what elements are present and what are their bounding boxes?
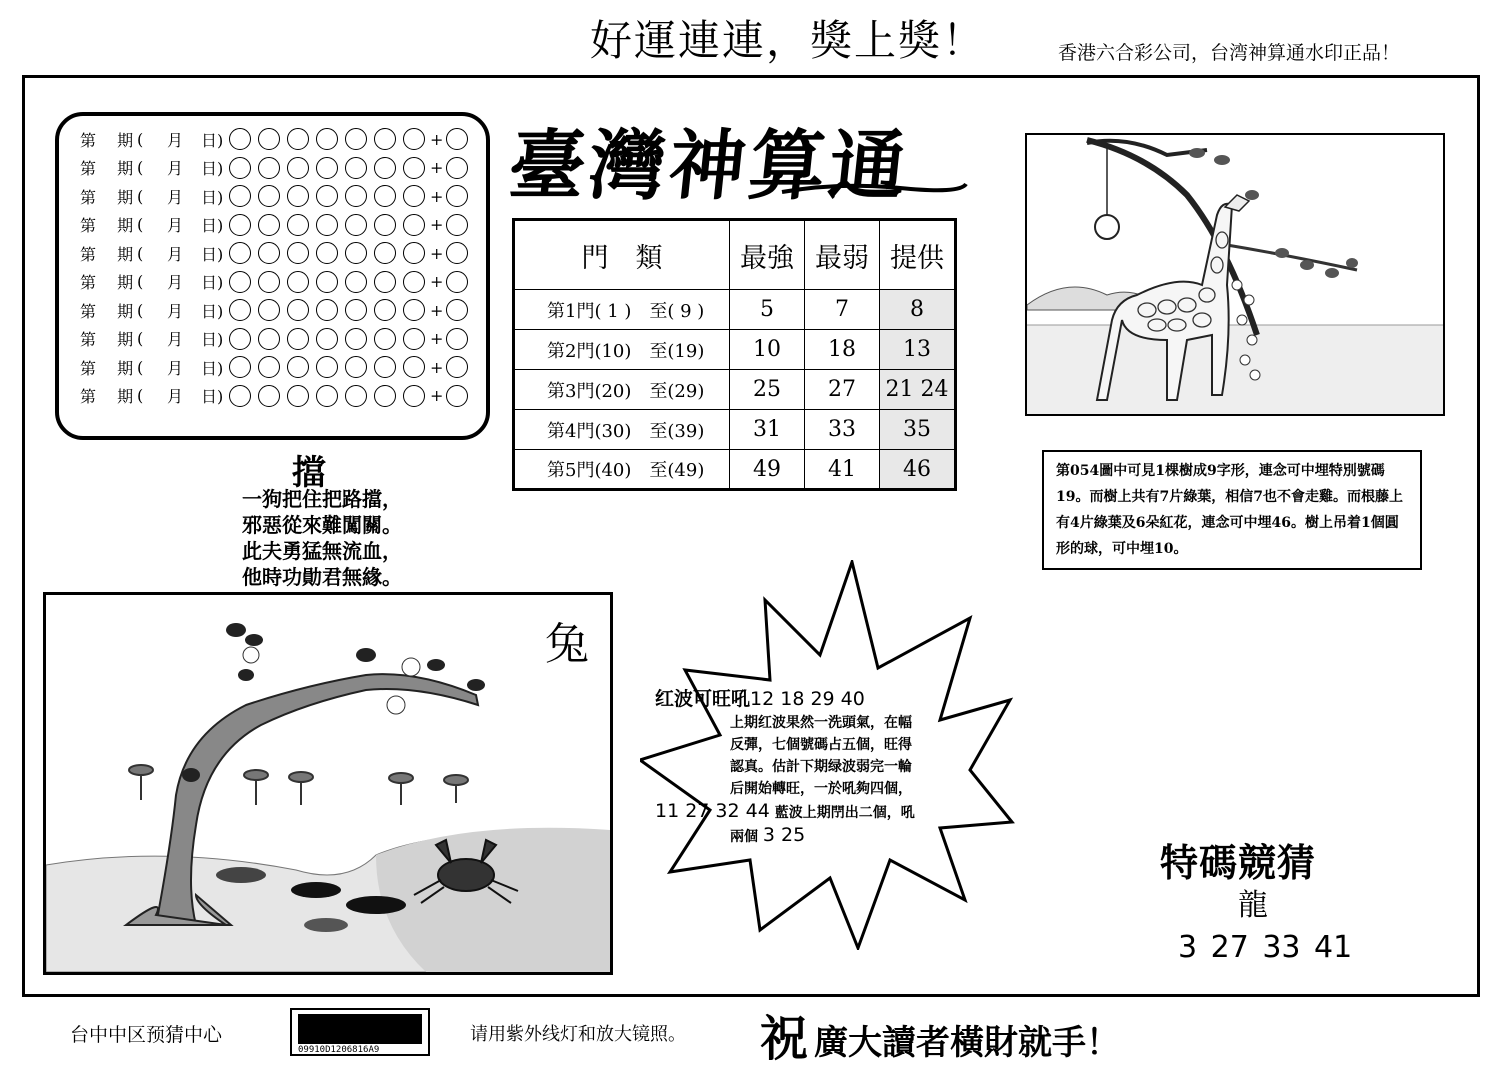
number-circle <box>229 185 251 207</box>
number-circle <box>229 385 251 407</box>
special-number-circle <box>446 356 468 378</box>
hint-box: 第054圖中可見1棵樹成9字形，連念可中埋特別號碼19。而樹上共有7片綠葉，相信7也不會走雞。而根藤上有4片綠葉及6朵紅花，連念可中埋46。樹上吊着1個圓形的球，可中埋10。 <box>1042 450 1422 570</box>
number-circle <box>287 128 309 150</box>
number-circle <box>316 242 338 264</box>
poem-line: 邪惡從來難闖關。 <box>242 513 402 537</box>
header-strongest: 最強 <box>730 220 805 290</box>
plus-sign: + <box>430 272 444 291</box>
open-paren: ( <box>137 357 144 377</box>
range-cell: 第1門( 1 ) 至( 9 ) <box>514 290 730 330</box>
special-guess-title: 特碼競猜 <box>1160 840 1317 885</box>
table-row <box>514 330 956 370</box>
burst-line: 反彈，七個號碼占五個，旺得 <box>730 737 912 753</box>
period-label: 第 期 <box>80 301 134 321</box>
special-number-circle <box>446 299 468 321</box>
barcode-bars <box>298 1014 422 1044</box>
burst-line: 兩個 <box>730 829 758 845</box>
header-provide: 提供 <box>880 220 956 290</box>
table-row <box>514 290 956 330</box>
special-number-circle <box>446 128 468 150</box>
burst-numbers: 11 27 32 44 <box>655 800 770 822</box>
draw-record-row <box>80 297 475 323</box>
top-slogan: 好運連連，獎上獎！ <box>590 16 987 65</box>
number-circle <box>287 242 309 264</box>
table-row <box>514 450 956 490</box>
number-circle <box>258 271 280 293</box>
number-circle <box>403 157 425 179</box>
number-circle <box>403 242 425 264</box>
day-label: 日) <box>201 387 224 406</box>
title-swash-decoration <box>780 178 970 198</box>
special-number-circle <box>446 185 468 207</box>
number-circle <box>403 271 425 293</box>
weakest-cell: 27 <box>805 370 880 410</box>
day-label: 日) <box>201 159 224 178</box>
number-circle <box>345 242 367 264</box>
number-circle <box>374 128 396 150</box>
number-circle <box>229 242 251 264</box>
open-paren: ( <box>137 300 144 320</box>
number-circle <box>258 242 280 264</box>
burst-heading: 红波可旺吼 <box>655 688 751 710</box>
weakest-cell: 41 <box>805 450 880 490</box>
month-label: 月 <box>167 358 184 378</box>
plus-sign: + <box>430 329 444 348</box>
number-circle <box>374 271 396 293</box>
special-guess-numbers: 3 27 33 41 <box>1178 930 1353 965</box>
number-circle <box>374 385 396 407</box>
day-label: 日) <box>201 273 224 292</box>
day-label: 日) <box>201 244 224 264</box>
day-label: 日) <box>201 330 224 349</box>
number-circle <box>258 299 280 321</box>
special-number-circle <box>446 271 468 293</box>
plus-sign: + <box>430 243 444 263</box>
day-label: 日) <box>201 358 224 378</box>
number-circle <box>345 271 367 293</box>
draw-record-row <box>80 240 475 266</box>
open-paren: ( <box>137 129 144 149</box>
number-circle <box>287 214 309 236</box>
provide-cell: 35 <box>880 410 956 450</box>
page-title: 臺灣神算通 <box>504 121 915 210</box>
month-label: 月 <box>167 187 184 207</box>
draw-record-row <box>80 212 475 238</box>
number-circle <box>229 328 251 350</box>
number-circle <box>258 385 280 407</box>
number-circle <box>316 214 338 236</box>
plus-sign: + <box>430 300 444 320</box>
footer-instruction: 请用紫外线灯和放大镜照。 <box>470 1024 686 1045</box>
open-paren: ( <box>137 386 144 405</box>
starburst-text <box>655 688 975 848</box>
number-circle <box>403 356 425 378</box>
open-paren: ( <box>137 243 144 263</box>
draw-record-row <box>80 354 475 380</box>
special-number-circle <box>446 157 468 179</box>
poem-line: 他時功勛君無緣。 <box>242 565 402 589</box>
number-circle <box>374 328 396 350</box>
strongest-cell: 5 <box>730 290 805 330</box>
poem-line: 一狗把住把路擋， <box>242 487 402 511</box>
month-label: 月 <box>167 273 184 292</box>
day-label: 日) <box>201 130 224 150</box>
number-circle <box>374 299 396 321</box>
draw-record-row <box>80 269 475 295</box>
open-paren: ( <box>137 215 144 234</box>
giraffe-illustration <box>1025 133 1445 416</box>
number-circle <box>316 385 338 407</box>
number-circle <box>345 385 367 407</box>
month-label: 月 <box>167 301 184 321</box>
poem <box>222 486 422 590</box>
period-label: 第 期 <box>80 159 134 178</box>
number-circle <box>258 214 280 236</box>
weakest-cell: 18 <box>805 330 880 370</box>
number-circle <box>345 356 367 378</box>
number-circle <box>229 128 251 150</box>
draw-record-row <box>80 326 475 352</box>
strongest-cell: 49 <box>730 450 805 490</box>
range-cell: 第4門(30) 至(39) <box>514 410 730 450</box>
number-circle <box>287 157 309 179</box>
number-circle <box>374 157 396 179</box>
period-label: 第 期 <box>80 358 134 378</box>
range-cell: 第3門(20) 至(29) <box>514 370 730 410</box>
number-circle <box>403 214 425 236</box>
header-category: 門 類 <box>514 220 730 290</box>
number-circle <box>287 299 309 321</box>
footer-wish: 廣大讀者橫財就手！ <box>814 1023 1120 1063</box>
provide-cell: 21 24 <box>880 370 956 410</box>
number-circle <box>345 214 367 236</box>
number-circle <box>229 299 251 321</box>
footer-wish-char: 祝 <box>760 1011 809 1067</box>
table-row <box>514 370 956 410</box>
period-label: 第 期 <box>80 330 134 349</box>
day-label: 日) <box>201 216 224 235</box>
period-label: 第 期 <box>80 273 134 292</box>
draw-record-row <box>80 126 475 152</box>
number-circle <box>229 157 251 179</box>
number-circle <box>345 328 367 350</box>
barcode-number: 09910D1206816A9 <box>298 1045 380 1055</box>
number-circle <box>287 185 309 207</box>
open-paren: ( <box>137 186 144 206</box>
poem-title: 擋 <box>292 453 326 493</box>
plus-sign: + <box>430 386 444 405</box>
burst-line: 藍波上期閅出二個，吼 <box>774 805 915 821</box>
number-circle <box>345 128 367 150</box>
strongest-cell: 10 <box>730 330 805 370</box>
number-circle <box>374 356 396 378</box>
special-guess-animal: 龍 <box>1238 888 1268 923</box>
number-circle <box>403 328 425 350</box>
open-paren: ( <box>137 272 144 291</box>
draw-record-row <box>80 383 475 409</box>
plus-sign: + <box>430 357 444 377</box>
month-label: 月 <box>167 244 184 264</box>
footer-center-name: 台中中区预猜中心 <box>70 1024 223 1046</box>
period-label: 第 期 <box>80 130 134 150</box>
month-label: 月 <box>167 330 184 349</box>
special-number-circle <box>446 214 468 236</box>
month-label: 月 <box>167 216 184 235</box>
provide-cell: 13 <box>880 330 956 370</box>
header-weakest: 最弱 <box>805 220 880 290</box>
number-circle <box>258 128 280 150</box>
month-label: 月 <box>167 159 184 178</box>
period-label: 第 期 <box>80 216 134 235</box>
number-circle <box>374 242 396 264</box>
special-number-circle <box>446 385 468 407</box>
number-circle <box>345 157 367 179</box>
number-circle <box>403 128 425 150</box>
weakest-cell: 7 <box>805 290 880 330</box>
plus-sign: + <box>430 215 444 234</box>
number-circle <box>229 271 251 293</box>
number-circle <box>287 356 309 378</box>
number-circle <box>287 271 309 293</box>
provide-cell: 8 <box>880 290 956 330</box>
draw-record-row <box>80 155 475 181</box>
number-circle <box>403 385 425 407</box>
plus-sign: + <box>430 158 444 177</box>
day-label: 日) <box>201 301 224 321</box>
number-circle <box>258 185 280 207</box>
plus-sign: + <box>430 129 444 149</box>
number-circle <box>316 328 338 350</box>
number-circle <box>316 157 338 179</box>
special-number-circle <box>446 242 468 264</box>
burst-line: 上期红波果然一洗頭氣，在幅 <box>730 715 912 731</box>
company-note: 香港六合彩公司，台湾神算通水印正品！ <box>1058 42 1401 64</box>
period-label: 第 期 <box>80 187 134 207</box>
special-number-circle <box>446 328 468 350</box>
number-circle <box>258 328 280 350</box>
barcode <box>290 1008 430 1056</box>
tree-crab-illustration <box>43 592 613 975</box>
burst-line: 后開始轉旺，一於吼夠四個， <box>730 781 912 797</box>
number-circle <box>316 299 338 321</box>
range-cell: 第2門(10) 至(19) <box>514 330 730 370</box>
number-circle <box>258 157 280 179</box>
number-circle <box>229 214 251 236</box>
burst-heading-numbers: 12 18 29 40 <box>750 688 865 710</box>
open-paren: ( <box>137 329 144 348</box>
period-label: 第 期 <box>80 387 134 406</box>
month-label: 月 <box>167 387 184 406</box>
zodiac-label: 兔 <box>545 619 589 670</box>
number-circle <box>345 299 367 321</box>
strongest-cell: 25 <box>730 370 805 410</box>
open-paren: ( <box>137 158 144 177</box>
table-row <box>514 410 956 450</box>
plus-sign: + <box>430 186 444 206</box>
period-label: 第 期 <box>80 244 134 264</box>
number-circle <box>258 356 280 378</box>
number-circle <box>403 185 425 207</box>
number-circle <box>374 185 396 207</box>
poem-line: 此夫勇猛無流血， <box>242 539 402 563</box>
burst-line: 認真。估計下期绿波弱完一輪 <box>730 759 912 775</box>
number-circle <box>287 328 309 350</box>
number-circle <box>316 128 338 150</box>
number-circle <box>316 185 338 207</box>
burst-numbers: 3 25 <box>762 824 806 846</box>
number-range-table <box>512 218 957 491</box>
number-circle <box>316 356 338 378</box>
range-cell: 第5門(40) 至(49) <box>514 450 730 490</box>
month-label: 月 <box>167 130 184 150</box>
number-circle <box>374 214 396 236</box>
number-circle <box>287 385 309 407</box>
draw-record-row <box>80 183 475 209</box>
number-circle <box>316 271 338 293</box>
number-circle <box>229 356 251 378</box>
day-label: 日) <box>201 187 224 207</box>
weakest-cell: 33 <box>805 410 880 450</box>
strongest-cell: 31 <box>730 410 805 450</box>
number-circle <box>345 185 367 207</box>
number-circle <box>403 299 425 321</box>
provide-cell: 46 <box>880 450 956 490</box>
